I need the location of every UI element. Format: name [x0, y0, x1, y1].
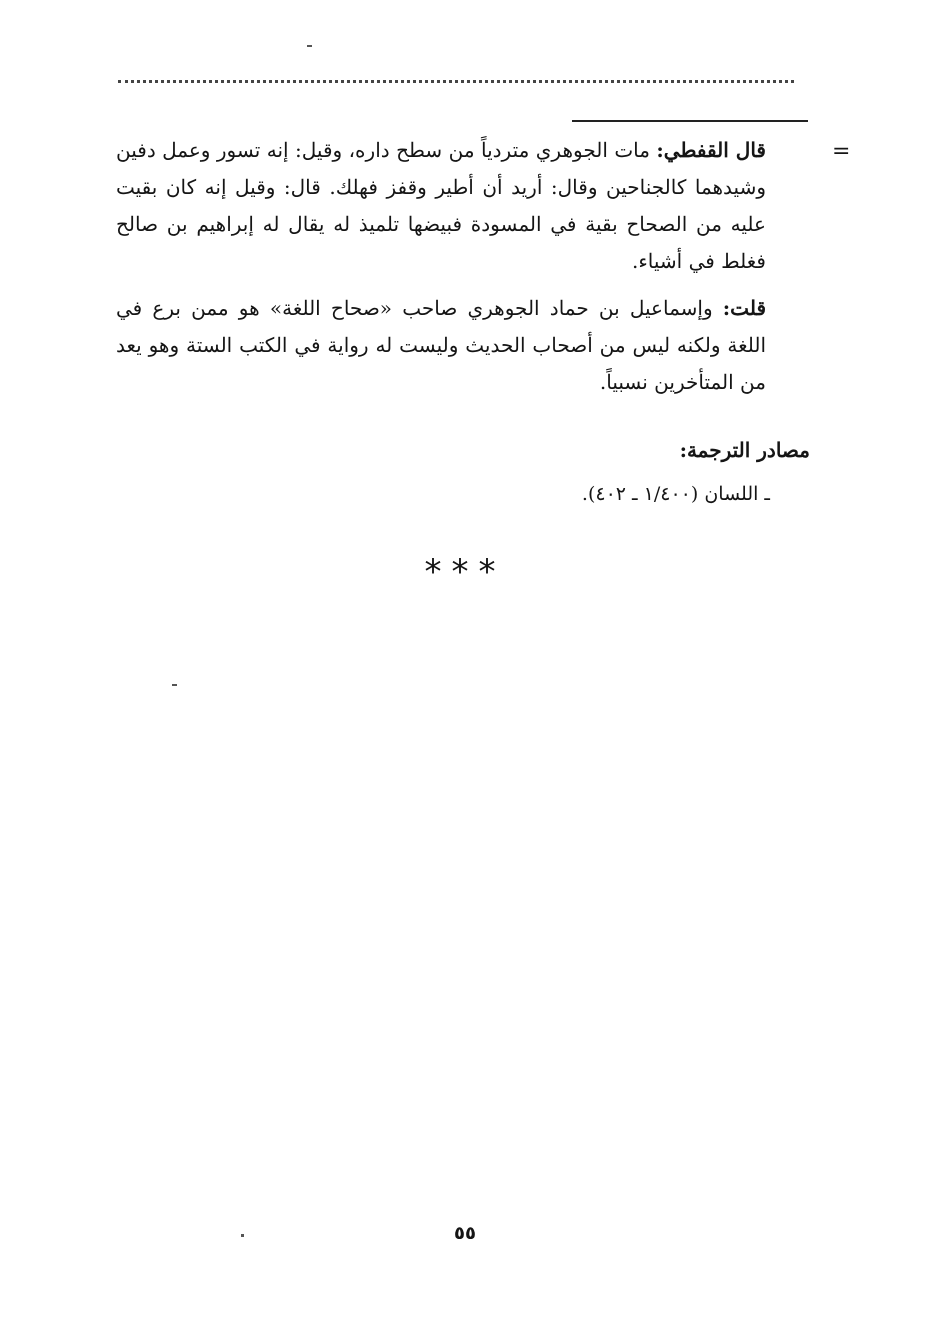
section-separator: *** [424, 552, 506, 592]
paragraph-lead: قلت: [722, 296, 766, 320]
scan-speck [307, 45, 312, 47]
source-item: ـ اللسان (١/٤٠٠ ـ ٤٠٢). [581, 483, 770, 505]
page-number: ٥٥ [454, 1223, 476, 1244]
paragraph-qifti [116, 132, 766, 280]
sources-heading: مصادر الترجمة: [679, 438, 810, 462]
continuation-mark: = [832, 139, 851, 164]
paragraph-text: وإسماعيل بن حماد الجوهري صاحب «صحاح اللغة» هو ممن برع في اللغة ولكنه ليس من أصحاب الحديث وليست له رواية في الكتب الستة وهو يعد من المتأخرين نسبياً. [116, 296, 766, 394]
paragraph-author-note [116, 290, 766, 401]
dotted-rule [118, 80, 794, 83]
footnote-rule [572, 120, 808, 122]
paragraph-text: مات الجوهري متردياً من سطح داره، وقيل: إنه تسور وعمل دفين وشيدهما كالجناحين وقال: أريد أن أطير وقفز فهلك. قال: وقيل إنه كان بقيت عليه من الصحاح بقية في المسودة فبيضها تلميذ له يقال له إبراهيم بن صالح فغلط في أشياء. [116, 138, 766, 273]
scan-speck [172, 684, 177, 686]
paragraph-lead: قال القفطي: [656, 138, 766, 162]
